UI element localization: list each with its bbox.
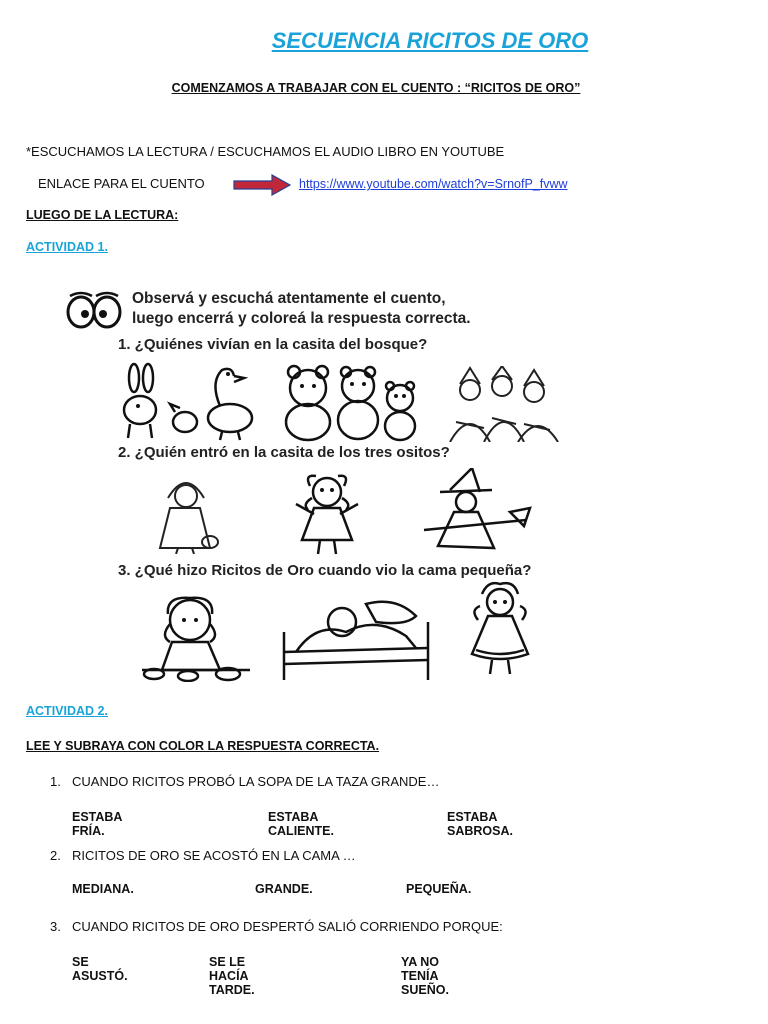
item-2-option[interactable]: MEDIANA. <box>72 882 134 896</box>
worksheet-instruction-line-1: Observá y escuchá atentamente el cuento, <box>132 290 446 307</box>
item-1-option[interactable]: ESTABA FRÍA. <box>72 810 122 838</box>
item-3-option[interactable]: SE LE HACÍA TARDE. <box>209 955 255 997</box>
item-1-question: CUANDO RICITOS PROBÓ LA SOPA DE LA TAZA GRANDE… <box>72 774 440 789</box>
item-2-number: 2. <box>50 848 61 863</box>
goldilocks-standing-drawing <box>452 580 548 676</box>
goldilocks-drawing <box>284 468 370 556</box>
animals-drawing <box>110 362 270 442</box>
youtube-link[interactable]: https://www.youtube.com/watch?v=SrnofP_fvww <box>299 177 568 191</box>
worksheet-instruction-line-2: luego encerrá y coloreá la respuesta correcta. <box>132 310 471 327</box>
three-bears-drawing <box>276 362 426 442</box>
activity-2-heading: ACTIVIDAD 2. <box>26 704 108 718</box>
red-riding-hood-drawing <box>148 468 224 554</box>
item-1-option[interactable]: ESTABA CALIENTE. <box>268 810 334 838</box>
item-1-option[interactable]: ESTABA SABROSA. <box>447 810 513 838</box>
listen-instruction: *ESCUCHAMOS LA LECTURA / ESCUCHAMOS EL AUDIO LIBRO EN YOUTUBE <box>26 144 505 159</box>
worksheet-question-1: 1. ¿Quiénes vivían en la casita del bosque? <box>118 336 428 353</box>
after-reading-heading: LUEGO DE LA LECTURA: <box>26 208 179 222</box>
goldilocks-in-bed-drawing <box>276 592 436 684</box>
activity-1-worksheet <box>40 280 632 688</box>
item-3-option[interactable]: SE ASUSTÓ. <box>72 955 128 983</box>
item-3-number: 3. <box>50 919 61 934</box>
witch-drawing <box>414 468 534 556</box>
worksheet-question-2: 2. ¿Quién entró en la casita de los tres ositos? <box>118 444 450 461</box>
item-2-option[interactable]: GRANDE. <box>255 882 313 896</box>
item-3-option[interactable]: YA NO TENÍA SUEÑO. <box>401 955 449 997</box>
goldilocks-eating-drawing <box>140 590 252 682</box>
item-1-number: 1. <box>50 774 61 789</box>
document-subtitle: COMENZAMOS A TRABAJAR CON EL CUENTO : “RICITOS DE ORO” <box>171 81 581 95</box>
link-label: ENLACE PARA EL CUENTO <box>38 176 205 191</box>
worksheet-question-3: 3. ¿Qué hizo Ricitos de Oro cuando vio la cama pequeña? <box>118 562 532 579</box>
eyes-icon <box>66 290 122 330</box>
activity-2-instruction: LEE Y SUBRAYA CON COLOR LA RESPUESTA CORRECTA. <box>26 739 380 753</box>
arrow-right-icon <box>232 174 292 196</box>
activity-1-heading: ACTIVIDAD 1. <box>26 240 108 254</box>
item-3-question: CUANDO RICITOS DE ORO DESPERTÓ SALIÓ CORRIENDO PORQUE: <box>72 919 503 934</box>
dwarfs-drawing <box>440 366 566 442</box>
item-2-option[interactable]: PEQUEÑA. <box>406 882 472 896</box>
item-2-question: RICITOS DE ORO SE ACOSTÓ EN LA CAMA … <box>72 848 356 863</box>
document-title: SECUENCIA RICITOS DE ORO <box>271 28 589 53</box>
